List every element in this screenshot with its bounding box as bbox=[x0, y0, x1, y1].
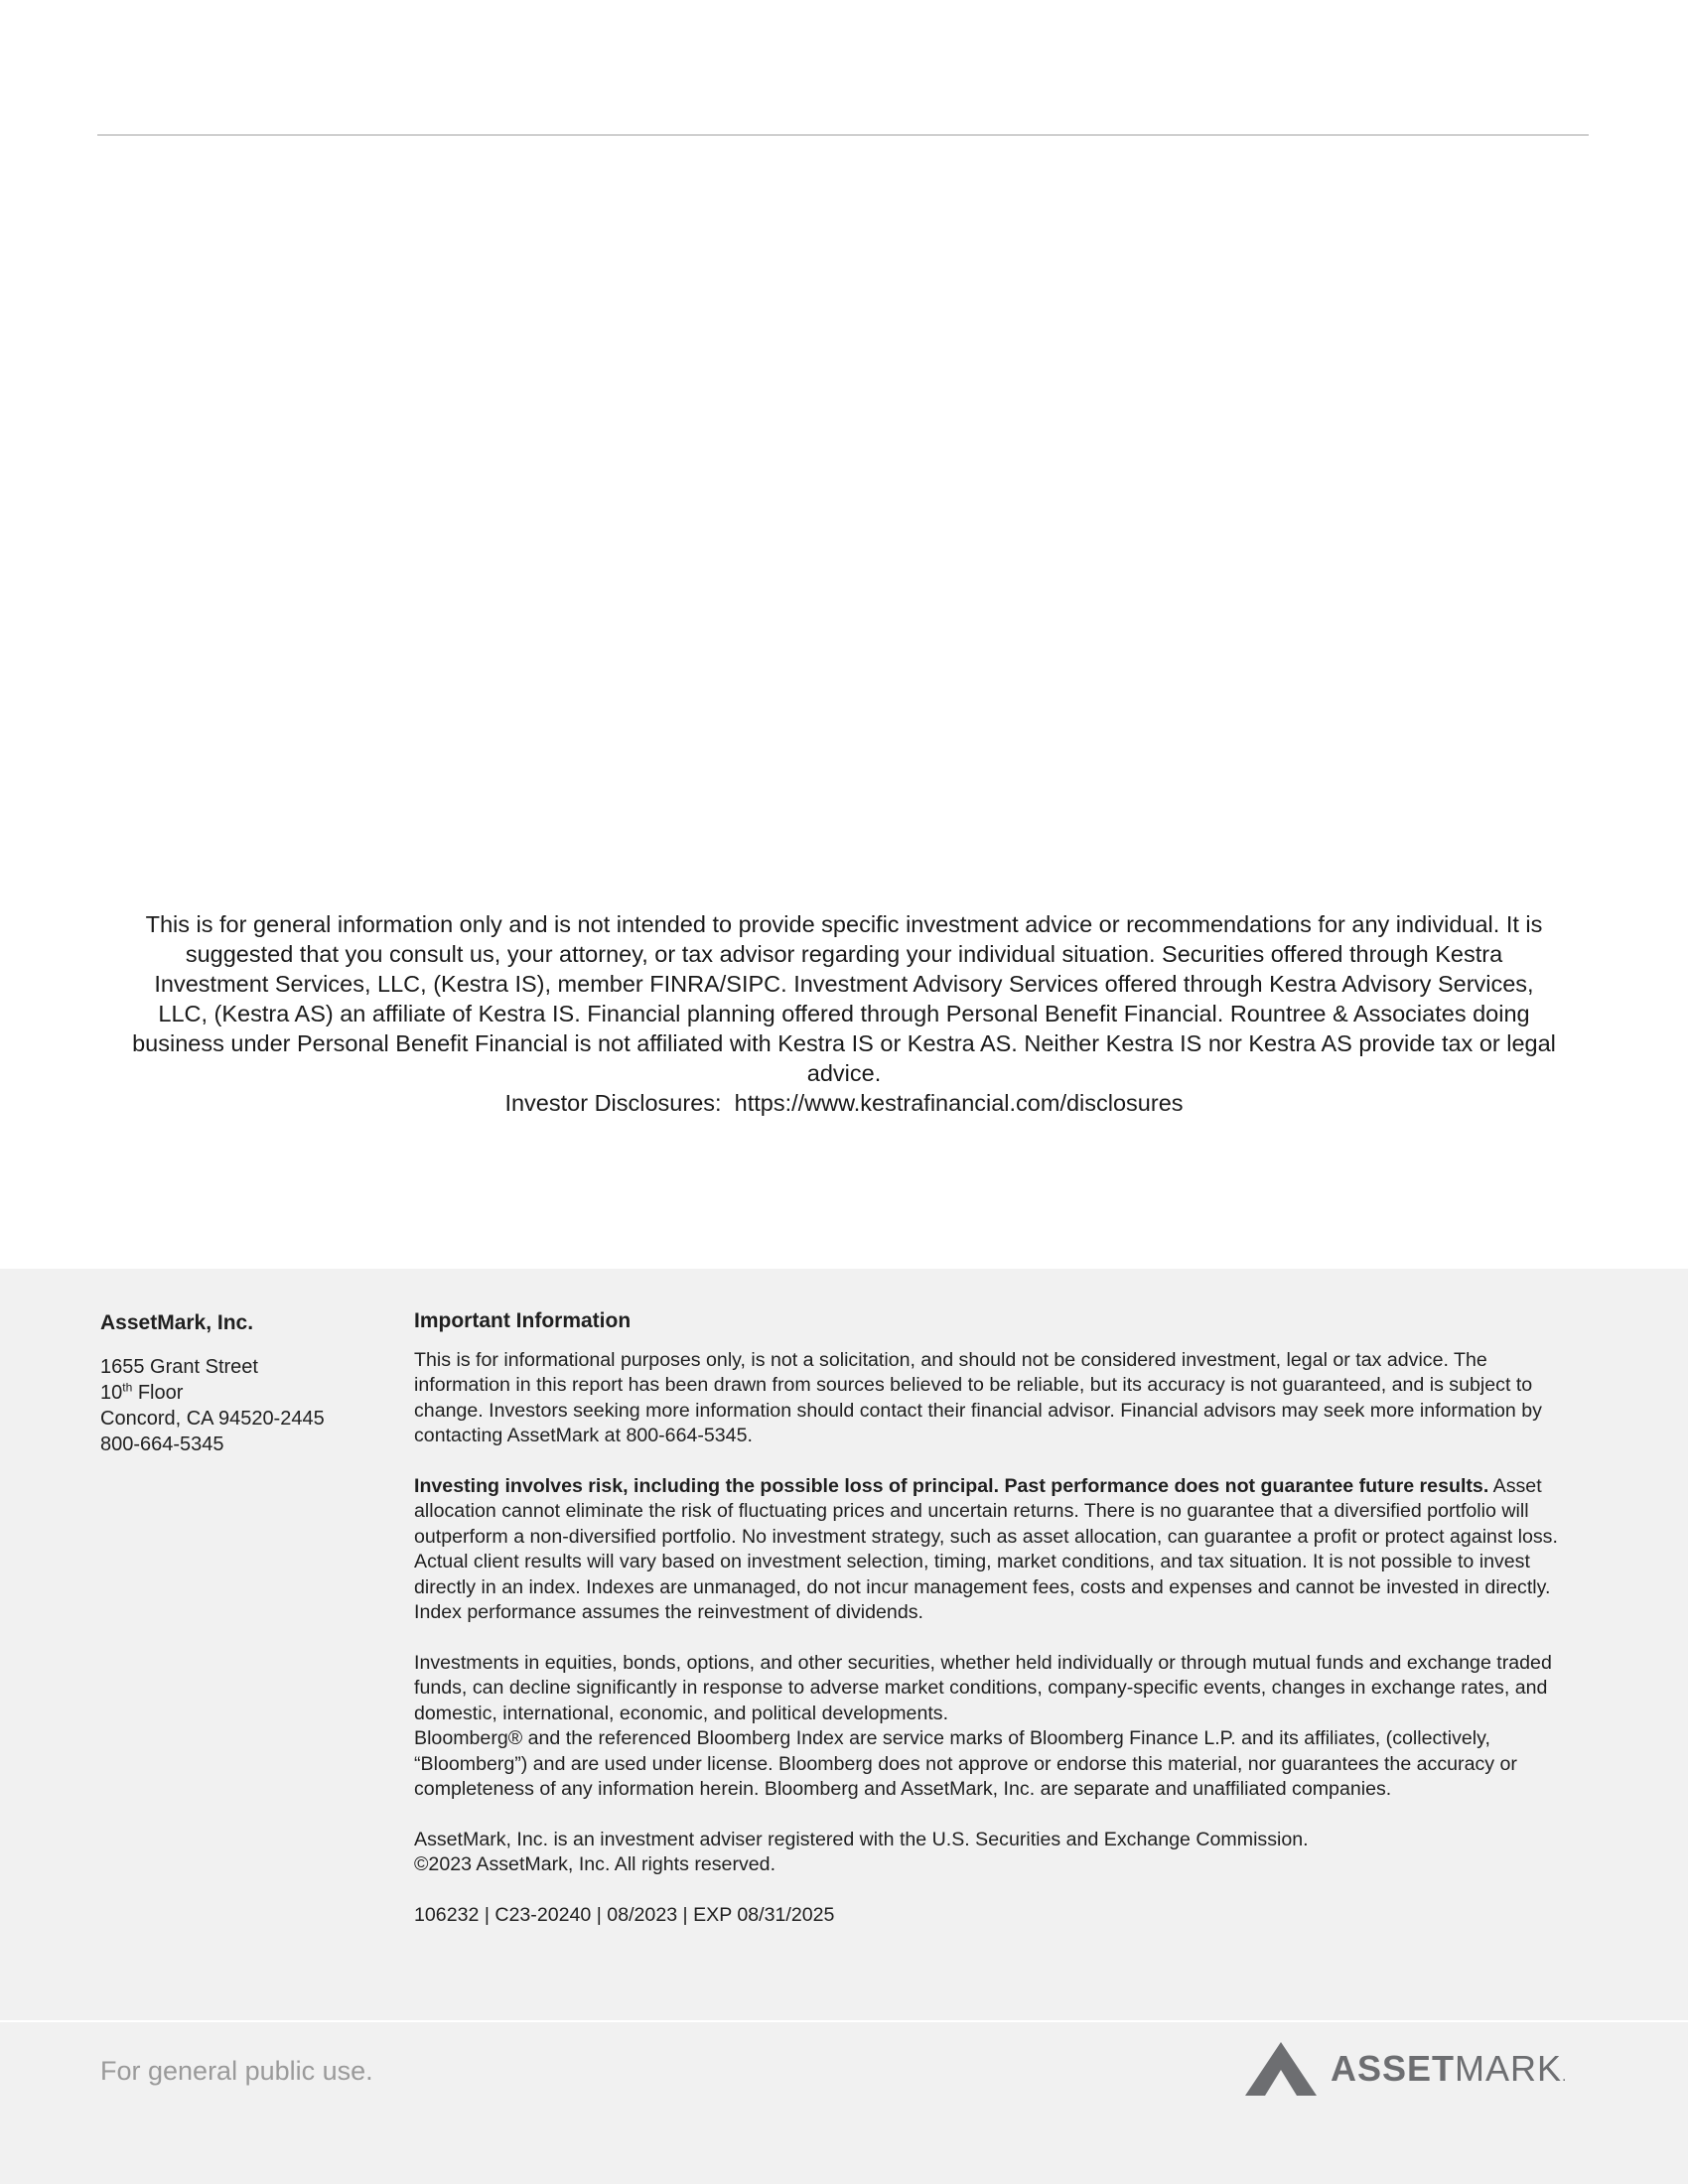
info-paragraph-purpose: This is for informational purposes only, is not a solicitation, and should not be considered investment, legal or tax advice. The information in this report has been drawn from sources believed to be reliable, but its accuracy is not guaranteed, and is subject to change. Investors seeking more information should contact their financial advisor. Financial advisors may seek more information by contacting AssetMark at 800-664-5345. bbox=[414, 1348, 1542, 1446]
top-rule bbox=[97, 134, 1589, 136]
disclosures-link[interactable]: https://www.kestrafinancial.com/disclosures bbox=[734, 1090, 1184, 1116]
logo-word-asset: ASSET bbox=[1331, 2048, 1456, 2089]
disclosures-line bbox=[129, 1088, 1559, 1118]
public-use-notice: For general public use. bbox=[100, 2056, 373, 2086]
kestra-disclaimer bbox=[129, 909, 1559, 1118]
info-paragraph-registration bbox=[414, 1828, 1566, 1878]
info-paragraph-risk bbox=[414, 1474, 1566, 1626]
floor-number: 10 bbox=[100, 1382, 123, 1404]
copyright-line: ©2023 AssetMark, Inc. All rights reserved. bbox=[414, 1853, 776, 1875]
company-name: AssetMark, Inc. bbox=[100, 1311, 254, 1334]
info-heading: Important Information bbox=[414, 1309, 632, 1332]
company-phone: 800-664-5345 bbox=[100, 1433, 224, 1455]
assetmark-mountain-icon bbox=[1245, 2042, 1317, 2096]
logo-word-dot: . bbox=[1562, 2068, 1568, 2085]
disclaimer-text: This is for general information only and is not intended to provide specific investment advice or recommendations for any individual. It is suggested that you consult us, your attorney, or tax advisor regarding your individual situation. Securities offered through Kestra Investment Services, LLC, (Kestra IS), member FINRA/SIPC. Investment Advisory Services offered through Kestra Advisory Services, LLC, (Kestra AS) an affiliate of Kestra IS. Financial planning offered through Personal Benefit Financial. Rountree & Associates doing business under Personal Benefit Financial is not affiliated with Kestra IS or Kestra AS. Neither Kestra IS nor Kestra AS provide tax or legal advice. bbox=[132, 911, 1556, 1086]
company-city: Concord, CA 94520-2445 bbox=[100, 1408, 325, 1430]
floor-suffix: th bbox=[122, 1380, 133, 1395]
info-paragraph-bloomberg: Bloomberg® and the referenced Bloomberg Index are service marks of Bloomberg Finance L.P. and its affiliates, (collectively, “Bloomberg”) and are used under license. Bloomberg does not approve or endorse this material, nor guarantees the accuracy or completeness of any information herein. Bloomberg and AssetMark, Inc. are separate and unaffiliated companies. bbox=[414, 1727, 1517, 1800]
risk-bold-lead: Investing involves risk, including the possible loss of principal. Past performance does not guarantee future results. bbox=[414, 1474, 1489, 1497]
footer-divider bbox=[0, 2020, 1688, 2022]
info-paragraph-investments: Investments in equities, bonds, options, and other securities, whether held individually or through mutual funds and exchange traded funds, can decline significantly in response to adverse market conditions, company-specific events, changes in exchange rates, and domestic, international, economic, and political developments. bbox=[414, 1651, 1552, 1724]
company-street: 1655 Grant Street bbox=[100, 1356, 258, 1378]
registration-line: AssetMark, Inc. is an investment adviser registered with the U.S. Securities and Exchange Commission. bbox=[414, 1828, 1309, 1850]
company-address-block bbox=[100, 1310, 388, 1457]
logo-wordmark bbox=[1331, 2048, 1568, 2089]
company-floor bbox=[100, 1380, 388, 1406]
assetmark-logo bbox=[1245, 2041, 1568, 2097]
floor-word: Floor bbox=[137, 1382, 184, 1404]
risk-rest: Asset allocation cannot eliminate the risk of fluctuating prices and uncertain returns. There is no guarantee that a diversified portfolio will outperform a non-diversified portfolio. No investment strategy, such as asset allocation, can guarantee a profit or protect against loss. Actual client results will vary based on investment selection, timing, market conditions, and tax situation. It is not possible to invest directly in an index. Indexes are unmanaged, do not incur management fees, costs and expenses and cannot be invested in directly. Index performance assumes the reinvestment of dividends. bbox=[414, 1474, 1558, 1623]
disclosures-label: Investor Disclosures: bbox=[504, 1090, 722, 1116]
logo-word-mark: MARK bbox=[1455, 2048, 1563, 2089]
document-code: 106232 | C23-20240 | 08/2023 | EXP 08/31/2025 bbox=[414, 1903, 835, 1926]
important-information bbox=[414, 1308, 1566, 1928]
